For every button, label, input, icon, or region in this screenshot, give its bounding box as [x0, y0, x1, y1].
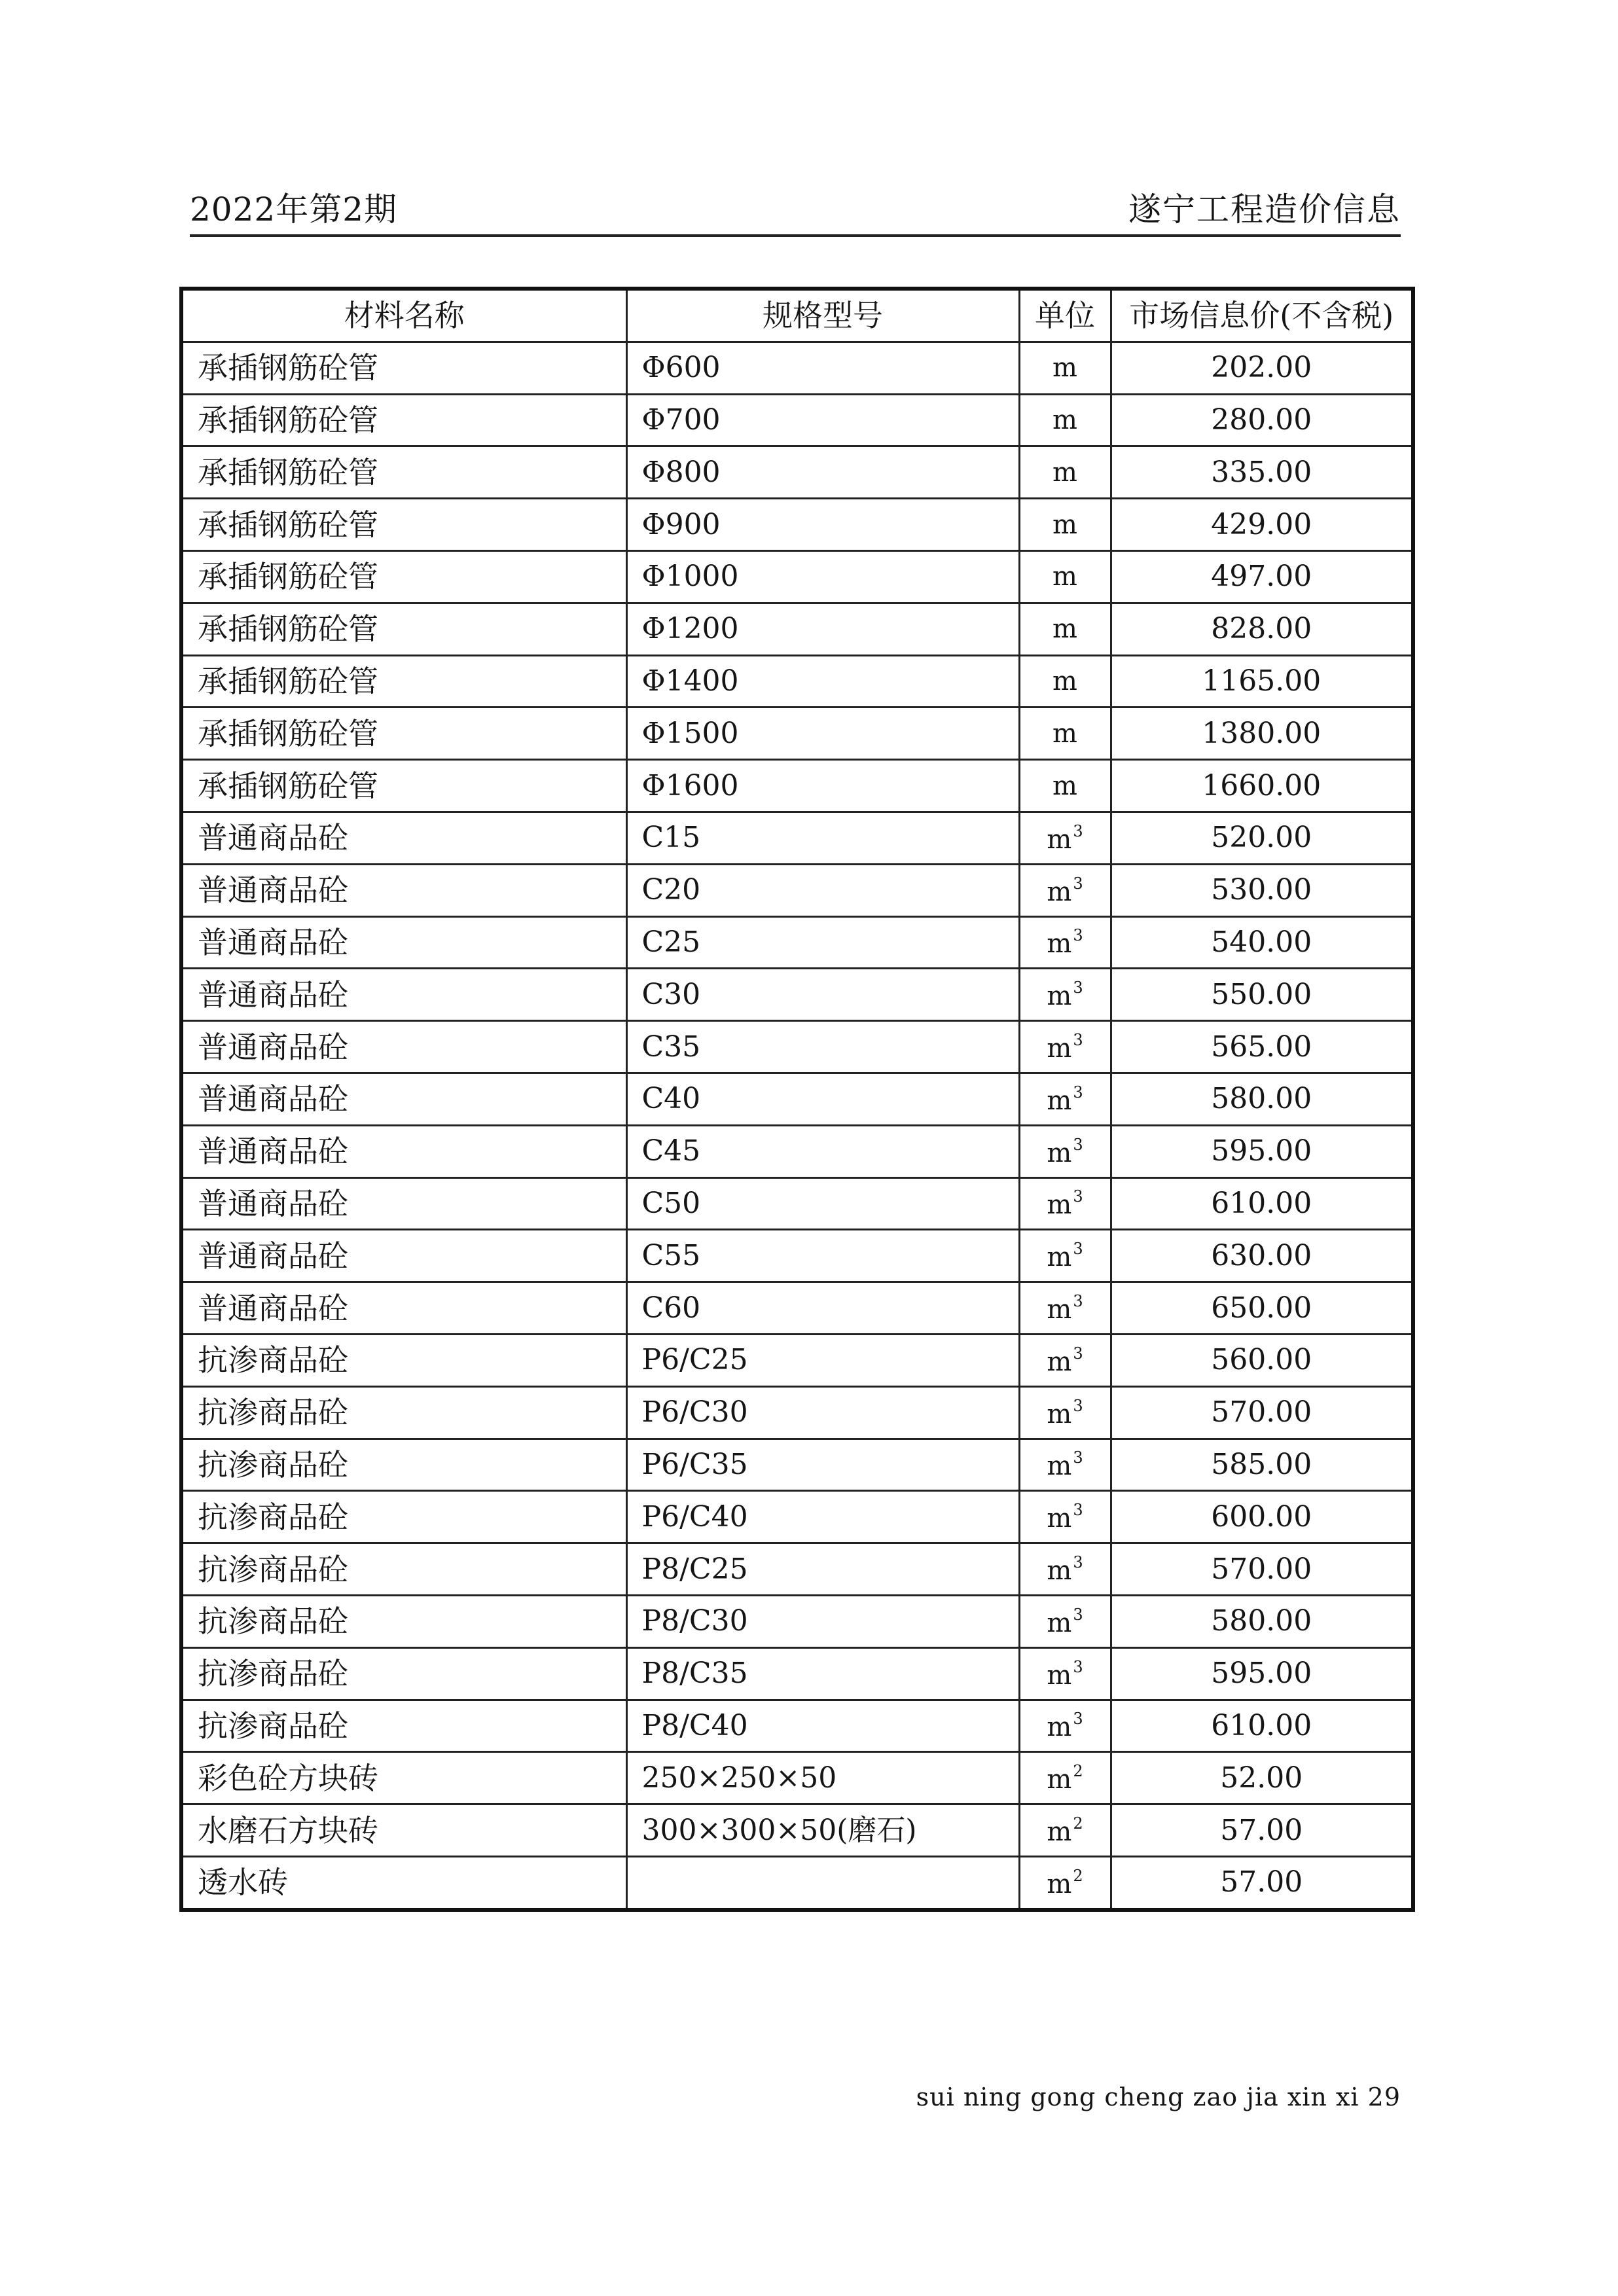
material-name-cell: 抗渗商品砼 — [181, 1543, 626, 1596]
price-cell: 1660.00 — [1111, 760, 1413, 812]
unit-symbol: m — [1047, 1451, 1072, 1482]
unit-cell — [1019, 812, 1111, 864]
unit-exponent: 3 — [1073, 1501, 1083, 1520]
unit-cell — [1019, 1334, 1111, 1386]
specification-cell: C55 — [626, 1230, 1019, 1282]
table-row — [181, 1752, 1413, 1804]
price-cell: 585.00 — [1111, 1439, 1413, 1491]
material-name-cell: 抗渗商品砼 — [181, 1595, 626, 1647]
unit-symbol: m — [1047, 1346, 1072, 1377]
material-name-cell: 抗渗商品砼 — [181, 1439, 626, 1491]
unit-symbol: m — [1047, 1033, 1072, 1064]
table-row — [181, 603, 1413, 655]
material-name-cell: 水磨石方块砖 — [181, 1804, 626, 1857]
specification-cell — [626, 1856, 1019, 1909]
unit-symbol: m — [1052, 457, 1077, 488]
page-header — [190, 185, 1401, 237]
specification-cell: Φ1200 — [626, 603, 1019, 655]
material-name-cell: 承插钢筋砼管 — [181, 394, 626, 446]
issue-label: 2022年第2期 — [190, 190, 398, 228]
unit-symbol: m — [1047, 1712, 1072, 1743]
material-name-cell: 抗渗商品砼 — [181, 1700, 626, 1752]
material-name-cell: 抗渗商品砼 — [181, 1334, 626, 1386]
material-name-cell: 承插钢筋砼管 — [181, 655, 626, 708]
price-cell: 595.00 — [1111, 1647, 1413, 1700]
unit-symbol: m — [1047, 1607, 1072, 1638]
specification-cell: C60 — [626, 1282, 1019, 1335]
material-name-cell: 透水砖 — [181, 1856, 626, 1909]
table-row — [181, 394, 1413, 446]
unit-symbol: m — [1052, 509, 1077, 540]
price-cell: 610.00 — [1111, 1177, 1413, 1230]
table-row — [181, 1073, 1413, 1125]
table-row — [181, 916, 1413, 969]
unit-exponent: 3 — [1073, 821, 1083, 840]
price-cell: 570.00 — [1111, 1543, 1413, 1596]
unit-exponent: 2 — [1073, 1866, 1083, 1885]
unit-symbol: m — [1052, 770, 1077, 801]
specification-cell: P8/C35 — [626, 1647, 1019, 1700]
unit-exponent: 3 — [1073, 1710, 1083, 1729]
specification-cell: P6/C35 — [626, 1439, 1019, 1491]
table-row — [181, 342, 1413, 394]
price-cell: 497.00 — [1111, 550, 1413, 603]
unit-cell — [1019, 969, 1111, 1021]
header-unit: 单位 — [1019, 289, 1111, 342]
unit-symbol: m — [1052, 353, 1077, 384]
specification-cell: Φ900 — [626, 499, 1019, 551]
unit-exponent: 2 — [1073, 1814, 1083, 1833]
price-cell: 580.00 — [1111, 1595, 1413, 1647]
unit-cell — [1019, 1073, 1111, 1125]
table-row — [181, 1125, 1413, 1177]
unit-cell — [1019, 864, 1111, 916]
unit-cell — [1019, 1125, 1111, 1177]
material-name-cell: 普通商品砼 — [181, 1177, 626, 1230]
unit-symbol: m — [1047, 1190, 1072, 1221]
table-row — [181, 655, 1413, 708]
unit-cell — [1019, 499, 1111, 551]
unit-symbol: m — [1047, 876, 1072, 907]
specification-cell: P8/C25 — [626, 1543, 1019, 1596]
unit-symbol: m — [1047, 824, 1072, 855]
unit-exponent: 3 — [1073, 1083, 1083, 1102]
unit-symbol: m — [1047, 1085, 1072, 1116]
journal-title: 遂宁工程造价信息 — [1128, 190, 1401, 228]
unit-symbol: m — [1047, 1503, 1072, 1534]
table-row — [181, 1595, 1413, 1647]
header-divider — [190, 234, 1401, 237]
price-cell: 595.00 — [1111, 1125, 1413, 1177]
unit-cell — [1019, 1595, 1111, 1647]
unit-symbol: m — [1047, 1242, 1072, 1273]
table-row — [181, 1543, 1413, 1596]
unit-cell — [1019, 1804, 1111, 1857]
specification-cell: P6/C25 — [626, 1334, 1019, 1386]
unit-cell — [1019, 1543, 1111, 1596]
specification-cell: C15 — [626, 812, 1019, 864]
price-cell: 610.00 — [1111, 1700, 1413, 1752]
material-name-cell: 普通商品砼 — [181, 1230, 626, 1282]
specification-cell: C30 — [626, 969, 1019, 1021]
price-cell: 280.00 — [1111, 394, 1413, 446]
unit-exponent: 3 — [1073, 1657, 1083, 1676]
specification-cell: 250×250×50 — [626, 1752, 1019, 1804]
material-name-cell: 承插钢筋砼管 — [181, 446, 626, 499]
price-cell: 630.00 — [1111, 1230, 1413, 1282]
specification-cell: P6/C40 — [626, 1491, 1019, 1543]
unit-cell — [1019, 603, 1111, 655]
unit-cell — [1019, 394, 1111, 446]
specification-cell: Φ1500 — [626, 708, 1019, 760]
unit-cell — [1019, 1282, 1111, 1335]
material-name-cell: 承插钢筋砼管 — [181, 708, 626, 760]
table-row — [181, 708, 1413, 760]
specification-cell: Φ1000 — [626, 550, 1019, 603]
unit-exponent: 3 — [1073, 874, 1083, 893]
table-body — [181, 342, 1413, 1909]
unit-exponent: 3 — [1073, 1031, 1083, 1050]
price-cell: 550.00 — [1111, 969, 1413, 1021]
unit-exponent: 3 — [1073, 1605, 1083, 1624]
material-name-cell: 彩色砼方块砖 — [181, 1752, 626, 1804]
unit-symbol: m — [1047, 929, 1072, 960]
material-name-cell: 承插钢筋砼管 — [181, 603, 626, 655]
unit-exponent: 3 — [1073, 1553, 1083, 1572]
unit-exponent: 3 — [1073, 1448, 1083, 1467]
unit-cell — [1019, 1491, 1111, 1543]
price-cell: 52.00 — [1111, 1752, 1413, 1804]
table-row — [181, 1334, 1413, 1386]
unit-cell — [1019, 1647, 1111, 1700]
price-cell: 650.00 — [1111, 1282, 1413, 1335]
header-material-name: 材料名称 — [181, 289, 626, 342]
unit-symbol: m — [1052, 562, 1077, 592]
table-row — [181, 1282, 1413, 1335]
unit-cell — [1019, 1386, 1111, 1439]
table-row — [181, 812, 1413, 864]
material-name-cell: 承插钢筋砼管 — [181, 550, 626, 603]
price-table — [179, 287, 1415, 1912]
unit-symbol: m — [1052, 718, 1077, 749]
unit-cell — [1019, 1021, 1111, 1073]
table-row — [181, 1804, 1413, 1857]
table-row — [181, 446, 1413, 499]
price-cell: 560.00 — [1111, 1334, 1413, 1386]
price-cell: 530.00 — [1111, 864, 1413, 916]
unit-symbol: m — [1052, 404, 1077, 435]
unit-cell — [1019, 916, 1111, 969]
unit-exponent: 3 — [1073, 978, 1083, 997]
unit-cell — [1019, 1700, 1111, 1752]
specification-cell: C40 — [626, 1073, 1019, 1125]
material-name-cell: 抗渗商品砼 — [181, 1491, 626, 1543]
price-cell: 429.00 — [1111, 499, 1413, 551]
table-row — [181, 1856, 1413, 1909]
unit-symbol: m — [1052, 666, 1077, 696]
material-name-cell: 普通商品砼 — [181, 864, 626, 916]
material-name-cell: 普通商品砼 — [181, 969, 626, 1021]
table-row — [181, 1177, 1413, 1230]
price-cell: 1165.00 — [1111, 655, 1413, 708]
price-cell: 1380.00 — [1111, 708, 1413, 760]
specification-cell: C25 — [626, 916, 1019, 969]
table-row — [181, 499, 1413, 551]
material-name-cell: 抗渗商品砼 — [181, 1386, 626, 1439]
page-footer: sui ning gong cheng zao jia xin xi 29 — [916, 2083, 1401, 2111]
material-name-cell: 普通商品砼 — [181, 1073, 626, 1125]
price-cell: 520.00 — [1111, 812, 1413, 864]
unit-cell — [1019, 1752, 1111, 1804]
price-cell: 580.00 — [1111, 1073, 1413, 1125]
material-name-cell: 普通商品砼 — [181, 812, 626, 864]
price-cell: 335.00 — [1111, 446, 1413, 499]
table-row — [181, 864, 1413, 916]
specification-cell: C20 — [626, 864, 1019, 916]
price-cell: 57.00 — [1111, 1856, 1413, 1909]
table-row — [181, 1647, 1413, 1700]
unit-cell — [1019, 342, 1111, 394]
unit-cell — [1019, 1856, 1111, 1909]
specification-cell: Φ800 — [626, 446, 1019, 499]
unit-exponent: 3 — [1073, 1135, 1083, 1154]
header-market-price: 市场信息价(不含税) — [1111, 289, 1413, 342]
table-row — [181, 1021, 1413, 1073]
material-name-cell: 普通商品砼 — [181, 1125, 626, 1177]
specification-cell: P8/C40 — [626, 1700, 1019, 1752]
unit-cell — [1019, 446, 1111, 499]
price-cell: 828.00 — [1111, 603, 1413, 655]
specification-cell: Φ1400 — [626, 655, 1019, 708]
table-row — [181, 760, 1413, 812]
unit-symbol: m — [1047, 1869, 1072, 1899]
unit-cell — [1019, 1177, 1111, 1230]
material-name-cell: 承插钢筋砼管 — [181, 342, 626, 394]
price-cell: 202.00 — [1111, 342, 1413, 394]
table-row — [181, 1386, 1413, 1439]
specification-cell: C45 — [626, 1125, 1019, 1177]
unit-symbol: m — [1047, 1765, 1072, 1795]
unit-cell — [1019, 760, 1111, 812]
table-row — [181, 969, 1413, 1021]
unit-symbol: m — [1047, 1660, 1072, 1691]
price-table-container — [179, 287, 1411, 1912]
price-cell: 570.00 — [1111, 1386, 1413, 1439]
specification-cell: Φ600 — [626, 342, 1019, 394]
specification-cell: P8/C30 — [626, 1595, 1019, 1647]
unit-cell — [1019, 550, 1111, 603]
unit-cell — [1019, 1439, 1111, 1491]
price-cell: 57.00 — [1111, 1804, 1413, 1857]
table-row — [181, 550, 1413, 603]
table-row — [181, 1230, 1413, 1282]
unit-exponent: 3 — [1073, 1292, 1083, 1311]
material-name-cell: 承插钢筋砼管 — [181, 499, 626, 551]
unit-symbol: m — [1047, 1817, 1072, 1847]
specification-cell: Φ1600 — [626, 760, 1019, 812]
header-specification: 规格型号 — [626, 289, 1019, 342]
unit-symbol: m — [1047, 981, 1072, 1012]
table-row — [181, 1439, 1413, 1491]
specification-cell: C35 — [626, 1021, 1019, 1073]
material-name-cell: 普通商品砼 — [181, 1021, 626, 1073]
unit-symbol: m — [1047, 1399, 1072, 1429]
unit-cell — [1019, 1230, 1111, 1282]
unit-exponent: 3 — [1073, 1396, 1083, 1415]
specification-cell: 300×300×50(磨石) — [626, 1804, 1019, 1857]
unit-cell — [1019, 708, 1111, 760]
unit-cell — [1019, 655, 1111, 708]
table-row — [181, 1700, 1413, 1752]
unit-symbol: m — [1047, 1556, 1072, 1587]
table-header-row — [181, 289, 1413, 342]
material-name-cell: 承插钢筋砼管 — [181, 760, 626, 812]
unit-exponent: 2 — [1073, 1762, 1083, 1781]
price-cell: 540.00 — [1111, 916, 1413, 969]
price-cell: 600.00 — [1111, 1491, 1413, 1543]
specification-cell: P6/C30 — [626, 1386, 1019, 1439]
material-name-cell: 普通商品砼 — [181, 1282, 626, 1335]
specification-cell: C50 — [626, 1177, 1019, 1230]
table-row — [181, 1491, 1413, 1543]
unit-symbol: m — [1052, 614, 1077, 645]
unit-exponent: 3 — [1073, 1344, 1083, 1363]
unit-symbol: m — [1047, 1295, 1072, 1325]
unit-symbol: m — [1047, 1138, 1072, 1168]
unit-exponent: 3 — [1073, 926, 1083, 945]
unit-exponent: 3 — [1073, 1187, 1083, 1206]
material-name-cell: 抗渗商品砼 — [181, 1647, 626, 1700]
material-name-cell: 普通商品砼 — [181, 916, 626, 969]
price-cell: 565.00 — [1111, 1021, 1413, 1073]
unit-exponent: 3 — [1073, 1240, 1083, 1259]
specification-cell: Φ700 — [626, 394, 1019, 446]
